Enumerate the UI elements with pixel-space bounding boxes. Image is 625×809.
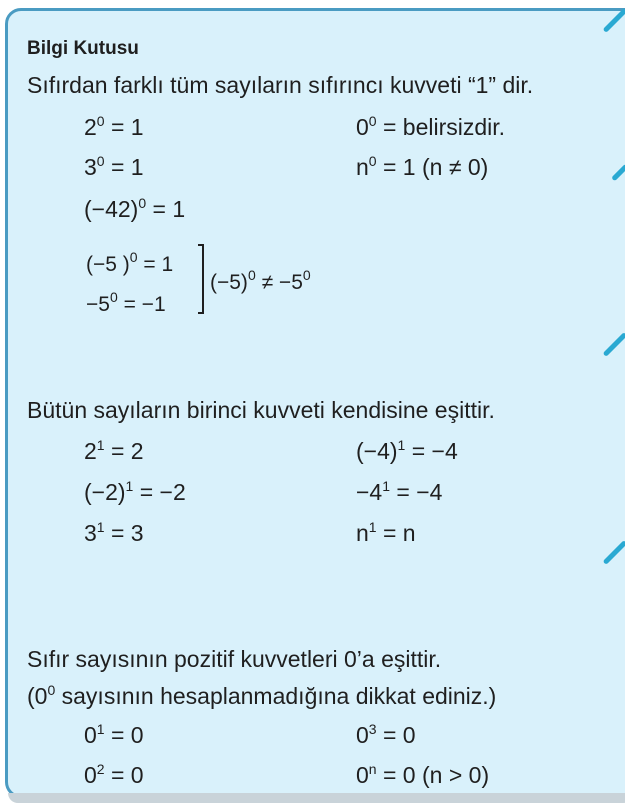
eq-neg42-pow-0: $(-42)^0 = 1$ <box>84 195 186 222</box>
right-bracket <box>198 244 204 314</box>
eq-3-pow-1: $3^1 = 3$ <box>84 519 144 546</box>
section3-intro: Sıfır sayısının pozitif kuvvetleri 0’a eşittir. <box>27 646 442 672</box>
eq-0-pow-0: $0^0$ = belirsizdir. <box>356 113 506 140</box>
eq-2-pow-1: $2^1 = 2$ <box>84 437 144 464</box>
eq-0-pow-1: $0^1 = 0$ <box>84 721 144 748</box>
section1-intro: Sıfırdan farklı tüm sayıların sıfırıncı kuvveti “1” dir. <box>27 72 534 98</box>
info-box-shadow <box>8 793 625 803</box>
eq-3-pow-0: $3^0 = 1$ <box>84 153 144 180</box>
eq-0-pow-n: $0^n = 0$ (n > 0) <box>356 761 490 788</box>
eq-neg5-pow-0: $-5^0 = -1$ <box>86 289 166 316</box>
eq-0-pow-2: $0^2 = 0$ <box>84 761 144 788</box>
box-title: Bilgi Kutusu <box>27 38 139 59</box>
eq-n-pow-1: $n^1 = n$ <box>356 519 416 546</box>
section2-intro: Bütün sayıların birinci kuvveti kendisine eşittir. <box>27 397 495 423</box>
eq-0-pow-3: $0^3 = 0$ <box>356 721 416 748</box>
eq-not-equal: $(-5)^0 \ne -5^0$ <box>210 267 311 294</box>
eq-neg4-pow-1: $-4^1 = -4$ <box>356 478 443 505</box>
eq-paren-neg5-pow-0: (−5 )$^0$ = 1 <box>86 249 174 276</box>
eq-paren-neg2-pow-1: $(-2)^1 = -2$ <box>84 478 186 505</box>
section3-note: ($0^0$ sayısının hesaplanmadığına dikkat ediniz.) <box>27 682 497 709</box>
eq-2-pow-0: $2^0 = 1$ <box>84 113 144 140</box>
eq-n-pow-0: $n^0 = 1$ (n ≠ 0) <box>356 153 489 180</box>
eq-paren-neg4-pow-1: $(-4)^1 = -4$ <box>356 437 458 464</box>
